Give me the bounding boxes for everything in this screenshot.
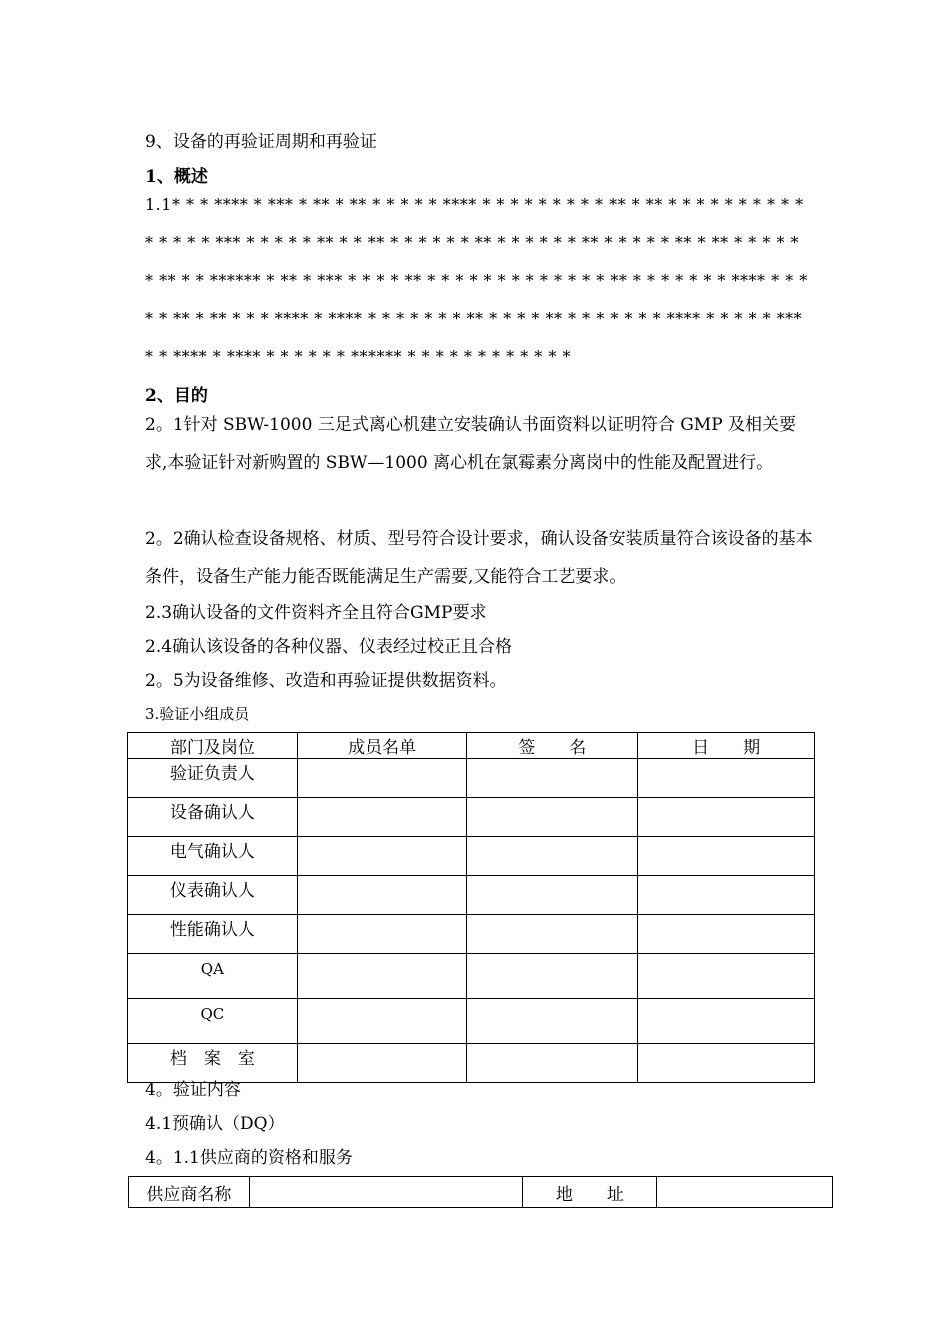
member-cell[interactable] [297,999,467,1044]
signature-cell[interactable] [467,999,638,1044]
table-row [128,759,815,798]
header-dept: 部门及岗位 [128,733,298,759]
row-role: 验证负责人 [128,759,298,798]
table-row [128,915,815,954]
purpose-paragraph-1: 2。1针对 SBW-1000 三足式离心机建立安装确认书面资料以证明符合 GMP 及相关要求,本验证针对新购置的 SBW—1000 离心机在氯霉素分离岗中的性能及配置进行。 [145,415,797,473]
date-cell[interactable] [638,915,815,954]
section-3-title: 3.验证小组成员 [145,705,250,723]
date-cell[interactable] [638,798,815,837]
members-table-header [128,733,815,759]
supplier-name-cell[interactable] [249,1177,523,1208]
table-row [128,954,815,999]
row-role: QC [128,999,298,1044]
signature-cell[interactable] [467,876,638,915]
section-1-title: 1、概述 [145,167,208,187]
signature-cell[interactable] [467,954,638,999]
date-cell[interactable] [638,759,815,798]
table-row [128,876,815,915]
row-role: 电气确认人 [128,837,298,876]
member-cell[interactable] [297,1044,467,1083]
section-2-title: 2、目的 [145,386,208,406]
section-4-1-title: 4.1预确认（DQ） [145,1114,285,1134]
member-cell[interactable] [297,759,467,798]
date-cell[interactable] [638,954,815,999]
purpose-paragraph-4: 2.4确认该设备的各种仪器、仪表经过校正且合格 [145,637,513,657]
signature-cell[interactable] [467,798,638,837]
date-cell[interactable] [638,999,815,1044]
section-4-title: 4。验证内容 [145,1080,241,1100]
table-row [128,798,815,837]
supplier-table [128,1176,833,1208]
row-role: 档 案 室 [128,1044,298,1083]
heading-9: 9、设备的再验证周期和再验证 [145,132,377,152]
address-cell[interactable] [657,1177,833,1208]
header-date: 日 期 [638,733,815,759]
table-row [129,1177,833,1208]
member-cell[interactable] [297,876,467,915]
purpose-paragraph-2: 2。2确认检查设备规格、材质、型号符合设计要求，确认设备安装质量符合该设备的基本条件，设备生产能力能否既能满足生产需要,又能符合工艺要求。 [145,529,813,587]
member-cell[interactable] [297,954,467,999]
table-row [128,837,815,876]
signature-cell[interactable] [467,1044,638,1083]
row-role: QA [128,954,298,999]
address-label: 地 址 [523,1177,657,1208]
signature-cell[interactable] [467,837,638,876]
header-signature: 签 名 [467,733,638,759]
supplier-name-label: 供应商名称 [129,1177,250,1208]
signature-cell[interactable] [467,759,638,798]
header-members: 成员名单 [297,733,467,759]
table-row [128,999,815,1044]
member-cell[interactable] [297,915,467,954]
date-cell[interactable] [638,837,815,876]
members-table [127,732,815,1083]
purpose-paragraph-3: 2.3确认设备的文件资料齐全且符合GMP要求 [145,603,487,623]
row-role: 仪表确认人 [128,876,298,915]
overview-placeholder-text: 1.1* * * **** * *** * ** * ** * * * * * **** * * * * * * * * * ** * ** * * * * * * * * * * * * * * * *** * * * * * ** * * ** * * * * * * ** * * * * * * ** * * * * * ** * ** * * * * * * ** * * ****** * ** * *** * * * * ** * * * * * * * * * * * * * ** * * * * * * * **** * * ** * ** * ** * * * **** * **** * * * * * * * ** * * * * ** * * * * * * * **** * * * * * **** * **** * **** * * * * * * ****** * * * * * * * * * * * * [145,195,808,366]
row-role: 性能确认人 [128,915,298,954]
purpose-paragraph-5: 2。5为设备维修、改造和再验证提供数据资料。 [145,671,507,691]
date-cell[interactable] [638,876,815,915]
section-4-1-1-title: 4。1.1供应商的资格和服务 [145,1148,353,1168]
date-cell[interactable] [638,1044,815,1083]
member-cell[interactable] [297,798,467,837]
row-role: 设备确认人 [128,798,298,837]
signature-cell[interactable] [467,915,638,954]
member-cell[interactable] [297,837,467,876]
